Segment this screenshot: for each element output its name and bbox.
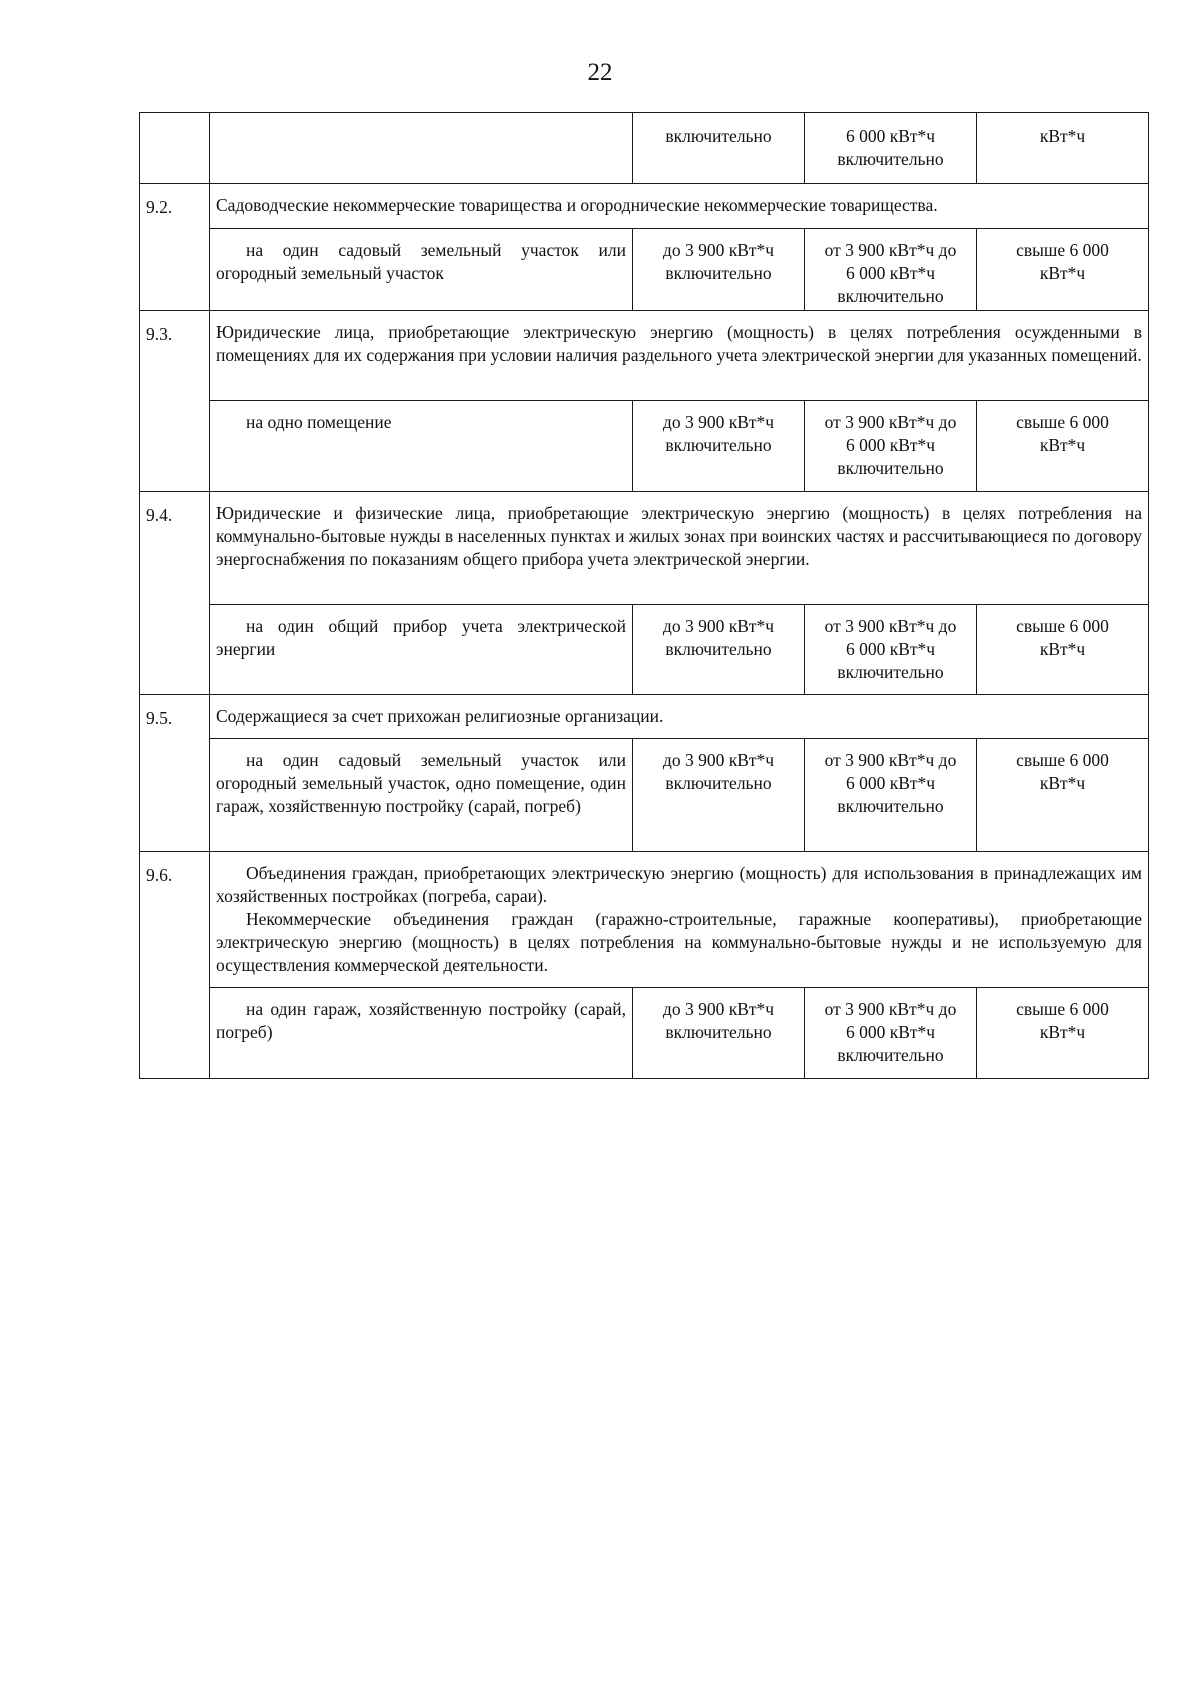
range-mid-line: от 3 900 кВт*ч до: [824, 240, 957, 260]
range-mid-cell: [805, 988, 977, 1079]
range-high-line: свыше 6 000: [1016, 999, 1109, 1019]
range-mid-cell: [805, 401, 977, 492]
range-low-line: до 3 900 кВт*ч: [662, 616, 775, 636]
range-high-line: свыше 6 000: [1016, 750, 1109, 770]
range-high-cell: [977, 113, 1149, 184]
range-mid-line: включительно: [837, 149, 944, 169]
range-mid-line: 6 000 кВт*ч: [845, 1022, 936, 1042]
range-mid-line: включительно: [837, 458, 944, 478]
range-low-cell: [633, 229, 805, 311]
section-values-row: [140, 739, 1149, 852]
range-low-line: до 3 900 кВт*ч: [662, 412, 775, 432]
tariff-table: [139, 112, 1149, 1079]
range-low-line: включительно: [665, 639, 772, 659]
range-low-line: включительно: [665, 1022, 772, 1042]
section-values-row: [140, 988, 1149, 1079]
range-high-line: кВт*ч: [1039, 435, 1086, 455]
range-mid-line: от 3 900 кВт*ч до: [824, 412, 957, 432]
range-high-cell: [977, 229, 1149, 311]
section-heading-row: [140, 492, 1149, 605]
basis-text: на один общий прибор учета электрической энергии: [216, 616, 626, 659]
range-low-line: до 3 900 кВт*ч: [662, 240, 775, 260]
range-mid-line: 6 000 кВт*ч: [845, 263, 936, 283]
range-high-cell: [977, 401, 1149, 492]
basis-cell: [210, 605, 633, 695]
basis-cell: [210, 739, 633, 852]
section-heading: [210, 492, 1149, 605]
table-row: [140, 113, 1149, 184]
basis-cell: [210, 229, 633, 311]
range-low-line: до 3 900 кВт*ч: [662, 999, 775, 1019]
range-mid-cell: [805, 229, 977, 311]
range-mid-line: включительно: [837, 662, 944, 682]
basis-cell: [210, 401, 633, 492]
section-heading: [210, 695, 1149, 739]
section-heading: [210, 311, 1149, 401]
basis-text: на один гараж, хозяйственную постройку (сарай, погреб): [216, 999, 626, 1042]
section-number: 9.2.: [140, 184, 210, 311]
section-heading-row: [140, 311, 1149, 401]
section-heading-row: [140, 852, 1149, 988]
range-low-text: включительно: [665, 126, 772, 146]
range-mid-line: включительно: [837, 1045, 944, 1065]
section-heading-text: Некоммерческие объединения граждан (гаражно-строительные, гаражные кооперативы), приобретающие электрическую энергию (мощность) в целях потребления на коммунально-бытовые нужды и не используемую для осуществления коммерческой деятельности.: [216, 909, 1142, 975]
basis-text: на одно помещение: [246, 412, 392, 432]
range-low-cell: [633, 739, 805, 852]
range-high-cell: [977, 739, 1149, 852]
range-high-line: кВт*ч: [1039, 1022, 1086, 1042]
basis-text: на один садовый земельный участок или огородный земельный участок, одно помещение, один гараж, хозяйственную постройку (сарай, погреб): [216, 750, 626, 816]
range-mid-line: включительно: [837, 796, 944, 816]
range-low-line: включительно: [665, 435, 772, 455]
range-mid-line: 6 000 кВт*ч: [845, 435, 936, 455]
range-mid-cell: [805, 739, 977, 852]
section-number: 9.4.: [140, 492, 210, 695]
section-heading-text: Объединения граждан, приобретающих электрическую энергию (мощность) для использования в принадлежащих им хозяйственных постройках (погреба, сараи).: [216, 863, 1142, 906]
range-high-cell: [977, 988, 1149, 1079]
range-high-line: кВт*ч: [1039, 263, 1086, 283]
section-values-row: [140, 605, 1149, 695]
range-high-line: свыше 6 000: [1016, 616, 1109, 636]
section-heading: [210, 184, 1149, 229]
range-mid-line: 6 000 кВт*ч: [845, 773, 936, 793]
range-mid-cell: [805, 605, 977, 695]
range-mid-line: 6 000 кВт*ч: [845, 639, 936, 659]
section-heading-text: Содержащиеся за счет прихожан религиозные организации.: [216, 706, 664, 726]
section-number: 9.3.: [140, 311, 210, 492]
basis-cell: [210, 113, 633, 184]
range-mid-line: от 3 900 кВт*ч до: [824, 616, 957, 636]
section-heading-text: Юридические и физические лица, приобретающие электрическую энергию (мощность) в целях потребления на коммунально-бытовые нужды в населенных пунктах и жилых зонах при воинских частях и рассчитывающиеся по договору энергоснабжения по показаниям общего прибора учета электрической энергии.: [216, 503, 1142, 569]
range-high-cell: [977, 605, 1149, 695]
range-low-line: включительно: [665, 263, 772, 283]
section-values-row: [140, 401, 1149, 492]
section-heading-row: [140, 695, 1149, 739]
range-high-line: свыше 6 000: [1016, 412, 1109, 432]
range-high-line: кВт*ч: [1039, 639, 1086, 659]
row-number-cell: [140, 113, 210, 184]
range-mid-line: включительно: [837, 286, 944, 306]
range-low-line: до 3 900 кВт*ч: [662, 750, 775, 770]
range-low-cell: [633, 401, 805, 492]
section-heading: [210, 852, 1149, 988]
range-mid-line: от 3 900 кВт*ч до: [824, 750, 957, 770]
section-values-row: [140, 229, 1149, 311]
page-number: 22: [587, 59, 613, 86]
range-low-cell: [633, 988, 805, 1079]
range-mid-line: 6 000 кВт*ч: [845, 126, 936, 146]
section-heading-text: Садоводческие некоммерческие товарищества и огороднические некоммерческие товарищества.: [216, 195, 938, 215]
range-mid-line: от 3 900 кВт*ч до: [824, 999, 957, 1019]
section-heading-text: Юридические лица, приобретающие электрическую энергию (мощность) в целях потребления осужденными в помещениях для их содержания при условии наличия раздельного учета электрической энергии для указанных помещений.: [216, 322, 1142, 365]
range-high-text: кВт*ч: [1039, 126, 1086, 146]
range-high-line: свыше 6 000: [1016, 240, 1109, 260]
section-number: 9.6.: [140, 852, 210, 1079]
section-number: 9.5.: [140, 695, 210, 852]
range-low-cell: [633, 113, 805, 184]
basis-text: на один садовый земельный участок или огородный земельный участок: [216, 240, 626, 283]
range-low-line: включительно: [665, 773, 772, 793]
range-mid-cell: [805, 113, 977, 184]
range-high-line: кВт*ч: [1039, 773, 1086, 793]
section-heading-row: [140, 184, 1149, 229]
basis-cell: [210, 988, 633, 1079]
range-low-cell: [633, 605, 805, 695]
